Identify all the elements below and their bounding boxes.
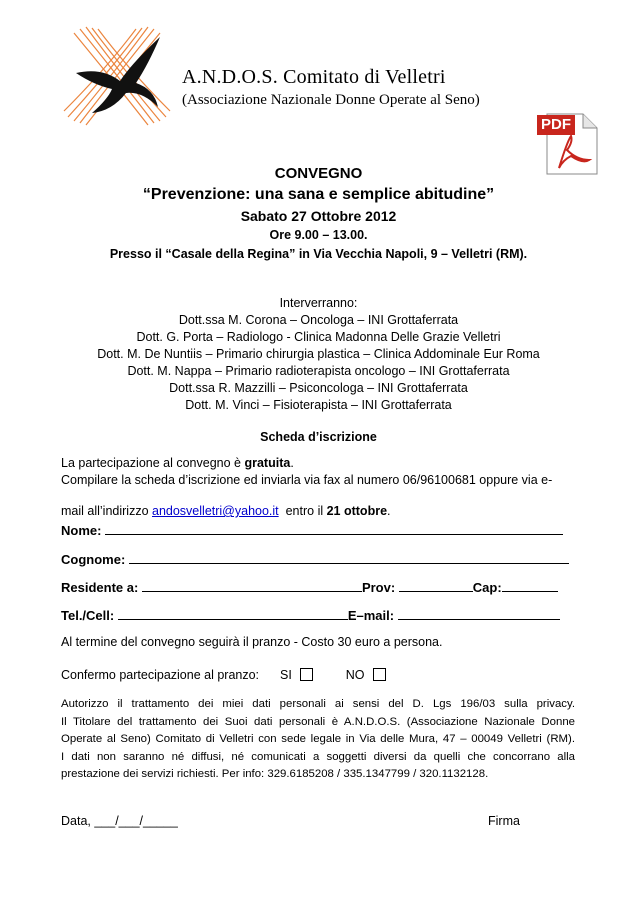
field-tel [61,608,560,623]
intro-free: gratuita [244,456,291,470]
org-name: A.N.D.O.S. Comitato di Velletri [182,66,446,88]
form-instructions: Compilare la scheda d’iscrizione ed inviarla via fax al numero 06/96100681 oppure via e- [61,473,553,487]
pdf-badge-label: PDF [541,116,571,133]
speaker-item: Dott. M. Vinci – Fisioterapista – INI Grottaferrata [185,398,452,412]
no-label: NO [345,668,365,682]
swallow-logo-icon [62,25,172,127]
yes-label: SI [280,668,292,682]
yes-checkbox[interactable] [300,668,313,681]
event-label: CONVEGNO [274,165,363,182]
speakers-heading: Interverranno: [279,296,358,310]
privacy-line: Operate al Seno) Comitato di Velletri con sede legale in Via delle Mura, 47 – 00049 Velletri (RM). [61,733,575,745]
speaker-item: Dott. M. Nappa – Primario radioterapista oncologo – INI Grottaferrata [127,364,510,378]
date-field[interactable]: Data, ___/___/_____ [61,814,178,828]
speaker-item: Dott. G. Porta – Radiologo - Clinica Madonna Delle Grazie Velletri [136,330,501,344]
privacy-line: Il Titolare del trattamento dei Suoi dati personali è A.N.D.O.S. (Associazione Nazionale Donne [61,715,575,728]
privacy-line: I dati non saranno né diffusi, né comunicati a soggetti diversi da quelli che concorrano alla [61,750,575,763]
intro-end: . [290,456,294,470]
prov-label: Prov: [361,580,396,595]
cap-label: Cap: [472,580,502,595]
privacy-line: prestazione dei servizi richiesti. Per info: 329.6185208 / 335.1347799 / 320.1132128. [61,768,489,780]
residente-input-line[interactable] [142,590,362,592]
deadline-prefix: entro il [278,504,327,518]
lunch-confirm-label: Confermo partecipazione al pranzo: [61,668,260,682]
form-heading: Scheda d’iscrizione [260,430,377,444]
field-residente [61,580,558,595]
prov-input-line[interactable] [399,590,473,592]
email-link[interactable]: andosvelletri@yahoo.it [152,504,279,518]
intro-text: La partecipazione al convegno è [61,456,245,470]
event-location: Presso il “Casale della Regina” in Via Vecchia Napoli, 9 – Velletri (RM). [109,247,528,261]
nome-label: Nome: [61,523,102,538]
lunch-confirm-row [61,668,386,682]
tel-label: Tel./Cell: [61,608,115,623]
email-input-line[interactable] [398,618,560,620]
residente-label: Residente a: [61,580,139,595]
email-label: E–mail: [347,608,395,623]
event-date: Sabato 27 Ottobre 2012 [240,208,397,224]
signature-label: Firma [488,814,520,828]
deadline-end: . [387,504,391,518]
event-title: “Prevenzione: una sana e semplice abitudine” [142,186,495,203]
form-intro [61,456,294,470]
form-instructions-2 [61,490,391,518]
cap-input-line[interactable] [502,590,558,592]
speaker-item: Dott. M. De Nuntiis – Primario chirurgia plastica – Clinica Addominale Eur Roma [97,347,540,361]
privacy-line: Autorizzo il trattamento dei miei dati personali ai sensi del D. Lgs 196/03 sulla privacy. [61,698,575,710]
event-time: Ore 9.00 – 13.00. [269,228,368,242]
tel-input-line[interactable] [118,618,348,620]
andos-logo [62,25,172,127]
cognome-label: Cognome: [61,552,126,567]
deadline-date: 21 ottobre [326,504,388,518]
field-nome [61,523,563,538]
speaker-item: Dott.ssa R. Mazzilli – Psiconcologa – INI Grottaferrata [169,381,468,395]
speaker-item: Dott.ssa M. Corona – Oncologa – INI Grottaferrata [178,313,459,327]
field-cognome [61,552,569,567]
cognome-input-line[interactable] [129,562,569,564]
privacy-text [61,696,575,784]
lunch-note: Al termine del convegno seguirà il pranzo - Costo 30 euro a persona. [61,635,443,649]
org-subtitle: (Associazione Nazionale Donne Operate al Seno) [182,92,480,108]
instr-prefix: mail all’indirizzo [61,504,152,518]
nome-input-line[interactable] [105,533,563,535]
no-checkbox[interactable] [373,668,386,681]
